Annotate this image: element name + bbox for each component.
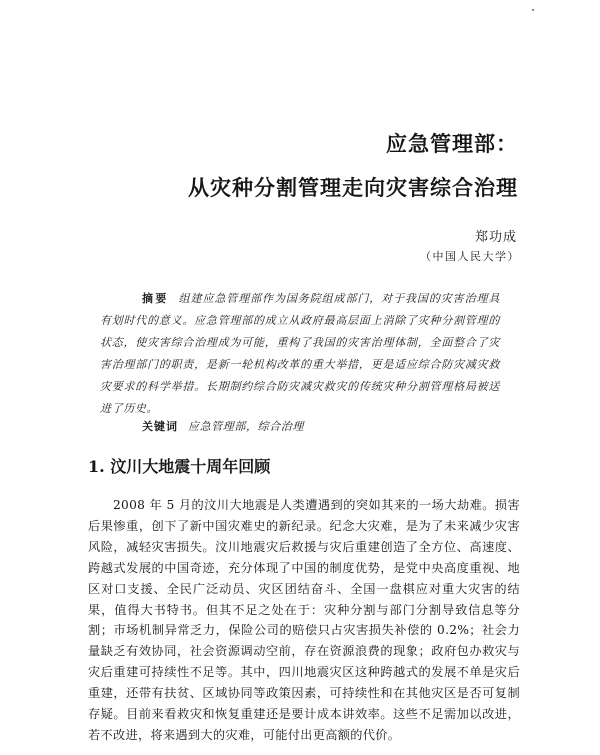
scan-speck	[532, 9, 534, 11]
keywords-line	[142, 418, 304, 434]
abstract-text: 组建应急管理部作为国务院组成部门，对于我国的灾害治理具有划时代的意义。应急管理部的成立从政府最高层面上消除了灾种分割管理的状态，使灾害综合治理成为可能，重构了我国的灾害治理体制，全面整合了灾害治理部门的职责，是新一轮机构改革的重大举措，更是适应综合防灾减灾救灾要求的科学举措。长期制约综合防灾减灾救灾的传统灾种分割管理格局被送进了历史。	[100, 292, 501, 415]
abstract-block	[100, 288, 500, 420]
author-affiliation: （中国人民大学）	[420, 250, 520, 263]
keywords-text: 应急管理部，综合治理	[188, 420, 304, 433]
body-paragraph: 2008 年 5 月的汶川大地震是人类遭遇到的突如其来的一场大劫难。损害后果惨重，创下了新中国灾难史的新纪录。纪念大灾难，是为了未来减少灾害风险，减轻灾害损失。汶川地震灾后救援与灾后重建创造了全方位、高速度、跨越式发展的中国奇迹，充分体现了中国的制度优势，是党中央高度重视、地区对口支援、全民广泛动员、灾区团结奋斗、全国一盘棋应对重大灾害的结果，值得大书特书。但其不足之处在于：灾种分割与部门分割导致信息等分割；市场机制异常乏力，保险公司的赔偿只占灾害损失补偿的 0.2%；社会力量缺乏有效协同，社会资源调动空前，存在资源浪费的现象；政府包办救灾与灾后重建可持续性不足等。其中，四川地震灾区这种跨越式的发展不单是灾后重建，还带有扶贫、区域协同等政策因素，可持续性和在其他灾区是否可复制存疑。目前来看救灾和恢复重建还是要计成本讲效率。这些不足需加以改进，若不改进，将来遇到大的灾难，可能付出更高额的代价。	[88, 498, 520, 742]
abstract-label: 摘要	[142, 292, 169, 305]
keywords-label: 关键词	[142, 420, 178, 433]
section-heading: 1. 汶川大地震十周年回顾	[88, 457, 271, 476]
author-name: 郑功成	[474, 230, 517, 245]
title-line-2: 从灾种分割管理走向灾害综合治理	[188, 175, 518, 200]
title-line-1: 应急管理部：	[386, 131, 518, 156]
